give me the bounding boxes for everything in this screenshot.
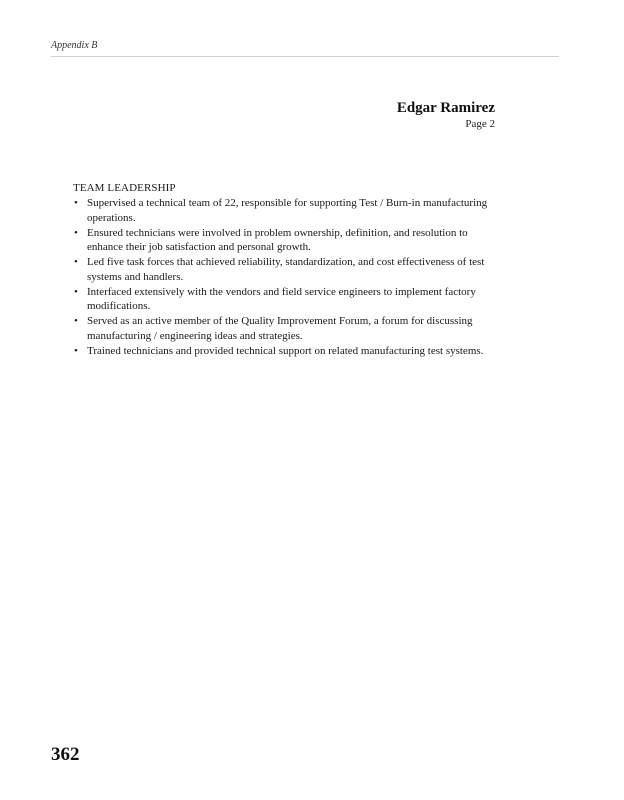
page-number: 362 xyxy=(51,744,80,765)
bullet-item xyxy=(73,344,497,359)
bullet-list xyxy=(73,196,497,358)
bullet-item xyxy=(73,255,497,284)
resume-name: Edgar Ramirez xyxy=(396,100,495,116)
section-heading: TEAM LEADERSHIP xyxy=(73,182,176,194)
running-head: Appendix B xyxy=(51,40,98,51)
bullet-item xyxy=(73,196,497,225)
bullet-icon: • xyxy=(74,285,78,298)
bullet-icon: • xyxy=(74,344,78,357)
bullet-text: Trained technicians and provided technical support on related manufacturing test systems. xyxy=(87,344,484,357)
bullet-icon: • xyxy=(74,226,78,239)
bullet-item xyxy=(73,226,497,255)
bullet-text: Interfaced extensively with the vendors and field service engineers to implement factory modifications. xyxy=(87,285,476,312)
bullet-item xyxy=(73,285,497,314)
bullet-icon: • xyxy=(74,197,78,209)
bullet-text: Supervised a technical team of 22, responsible for supporting Test / Burn-in manufacturing operations. xyxy=(87,197,488,224)
bullet-icon: • xyxy=(74,256,78,268)
bullet-text: Ensured technicians were involved in problem ownership, definition, and resolution to enhance their job satisfaction and personal growth. xyxy=(87,226,468,253)
bullet-icon: • xyxy=(74,315,78,327)
bullet-text: Led five task forces that achieved reliability, standardization, and cost effectiveness of test systems and handlers. xyxy=(87,256,485,283)
team-leadership-section xyxy=(73,181,497,359)
header-rule xyxy=(51,56,559,57)
resume-page-label: Page 2 xyxy=(465,118,495,130)
bullet-item xyxy=(73,314,497,343)
bullet-text: Served as an active member of the Quality Improvement Forum, a forum for discussing manufacturing / engineering ideas and strategies. xyxy=(87,315,473,342)
